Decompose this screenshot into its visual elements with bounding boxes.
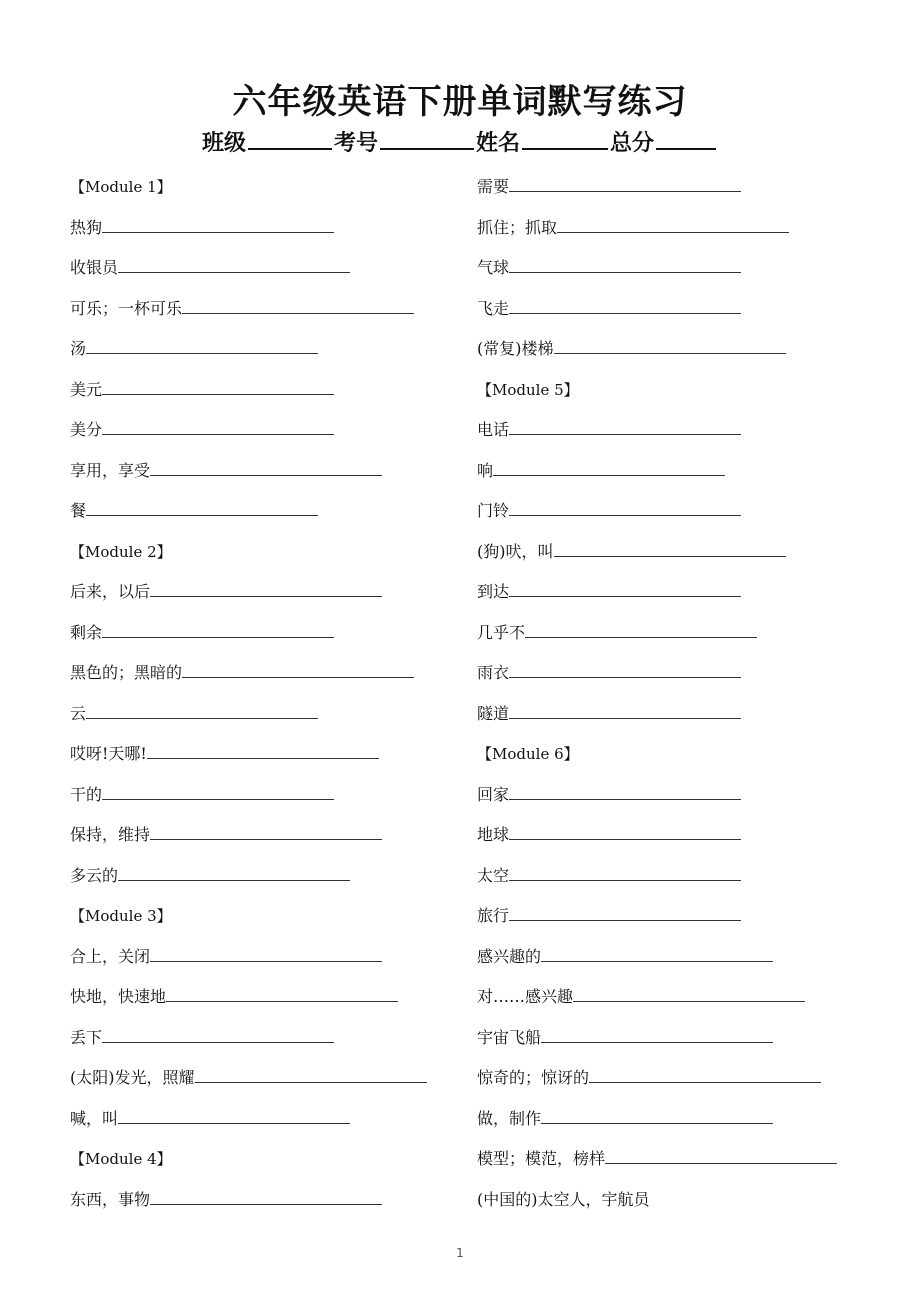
answer-blank[interactable] — [509, 416, 741, 435]
vocab-item — [477, 982, 897, 1023]
vocab-item — [70, 294, 490, 335]
answer-blank[interactable] — [509, 902, 741, 921]
vocab-prompt: 惊奇的；惊讶的 — [477, 1068, 590, 1087]
answer-blank[interactable] — [541, 1024, 773, 1043]
answer-blank[interactable] — [118, 254, 350, 273]
vocab-item — [477, 658, 897, 699]
vocab-item — [477, 1023, 897, 1064]
vocab-prompt: 可乐；一杯可乐 — [70, 298, 183, 318]
vocab-prompt: 热狗 — [70, 217, 103, 237]
score-blank[interactable] — [656, 128, 716, 150]
exam-number-blank[interactable] — [380, 128, 474, 150]
vocab-item — [70, 213, 490, 254]
answer-blank[interactable] — [554, 538, 786, 557]
answer-blank[interactable] — [509, 781, 741, 800]
module-heading-label: 【Module 6】 — [477, 745, 579, 763]
vocab-prompt: 旅行 — [477, 906, 510, 925]
vocab-item — [477, 1104, 897, 1145]
vocab-item — [477, 172, 897, 213]
score-label: 总分 — [610, 131, 655, 156]
answer-blank[interactable] — [509, 659, 741, 678]
vocab-prompt: 哎呀!天哪! — [70, 744, 147, 763]
answer-blank[interactable] — [86, 335, 318, 354]
vocab-prompt: 几乎不 — [477, 622, 526, 642]
answer-blank[interactable] — [150, 578, 382, 597]
vocab-item — [477, 253, 897, 294]
answer-blank[interactable] — [102, 214, 334, 233]
vocab-prompt: 喊，叫 — [70, 1108, 119, 1128]
answer-blank[interactable] — [525, 619, 757, 638]
vocab-prompt: 剩余 — [70, 622, 103, 642]
vocab-prompt: 保持，维持 — [70, 825, 151, 844]
module-heading — [70, 537, 490, 578]
vocab-item — [70, 658, 490, 699]
vocab-item — [477, 1185, 897, 1226]
vocab-prompt: (狗)吠，叫 — [477, 541, 554, 561]
vocab-prompt: (中国的)太空人，宇航员 — [477, 1189, 650, 1209]
vocab-prompt: 太空 — [477, 865, 510, 885]
vocab-item — [70, 780, 490, 821]
vocab-item — [70, 861, 490, 902]
vocab-item — [477, 820, 897, 861]
vocab-item — [70, 253, 490, 294]
vocab-prompt: 黑色的；黑暗的 — [70, 663, 183, 682]
answer-blank[interactable] — [509, 497, 741, 516]
vocab-item — [70, 456, 490, 497]
answer-blank[interactable] — [102, 781, 334, 800]
vocab-item — [477, 942, 897, 983]
answer-blank[interactable] — [150, 457, 382, 476]
answer-blank[interactable] — [150, 1186, 382, 1205]
name-blank[interactable] — [522, 128, 608, 150]
vocab-prompt: 回家 — [477, 784, 510, 804]
vocab-prompt: 电话 — [477, 420, 510, 439]
vocab-item — [70, 415, 490, 456]
module-heading-label: 【Module 3】 — [70, 907, 172, 925]
vocab-prompt: 抓住；抓取 — [477, 217, 558, 237]
vocab-prompt: 快地，快速地 — [70, 987, 167, 1006]
answer-blank[interactable] — [182, 659, 414, 678]
vocab-prompt: 云 — [70, 703, 87, 723]
vocab-item — [477, 294, 897, 335]
vocab-prompt: 美元 — [70, 379, 103, 399]
module-heading — [70, 1144, 490, 1185]
vocab-prompt: 做，制作 — [477, 1108, 542, 1128]
vocab-item — [70, 699, 490, 740]
page-number: 1 — [456, 1246, 464, 1260]
vocab-prompt: 干的 — [70, 784, 103, 804]
vocab-prompt: 后来，以后 — [70, 582, 151, 601]
answer-blank[interactable] — [605, 1145, 837, 1164]
student-info-line — [0, 126, 920, 157]
answer-blank[interactable] — [150, 821, 382, 840]
answer-blank[interactable] — [118, 862, 350, 881]
vocab-item — [477, 618, 897, 659]
class-label: 班级 — [201, 131, 246, 156]
vocab-prompt: 宇宙飞船 — [477, 1027, 542, 1047]
answer-blank[interactable] — [86, 497, 318, 516]
vocab-prompt: 餐 — [70, 501, 87, 520]
vocab-item — [70, 577, 490, 618]
left-word-column — [70, 172, 490, 1225]
answer-blank[interactable] — [147, 740, 379, 759]
vocab-prompt: 响 — [477, 460, 494, 480]
vocab-item — [70, 496, 490, 537]
vocab-item — [70, 739, 490, 780]
vocab-prompt: 多云的 — [70, 865, 119, 885]
vocab-item — [70, 820, 490, 861]
vocab-prompt: 到达 — [477, 582, 510, 601]
answer-blank[interactable] — [589, 1064, 821, 1083]
vocab-item — [477, 861, 897, 902]
answer-blank[interactable] — [509, 254, 741, 273]
module-heading — [70, 172, 490, 213]
answer-blank[interactable] — [102, 619, 334, 638]
vocab-prompt: 丢下 — [70, 1027, 103, 1047]
answer-blank[interactable] — [541, 943, 773, 962]
vocab-prompt: 地球 — [477, 825, 510, 844]
answer-blank[interactable] — [509, 578, 741, 597]
vocab-prompt: 汤 — [70, 339, 87, 358]
vocab-prompt: 合上，关闭 — [70, 946, 151, 966]
module-heading — [477, 375, 897, 416]
answer-blank[interactable] — [102, 1024, 334, 1043]
module-heading — [70, 901, 490, 942]
vocab-prompt: 对……感兴趣 — [477, 987, 574, 1006]
vocab-prompt: 东西，事物 — [70, 1189, 151, 1209]
vocab-item — [70, 618, 490, 659]
answer-blank[interactable] — [509, 862, 741, 881]
answer-blank[interactable] — [509, 821, 741, 840]
vocab-item — [70, 942, 490, 983]
vocab-item — [70, 1104, 490, 1145]
page-title: 六年级英语下册单词默写练习 — [232, 82, 688, 122]
answer-blank[interactable] — [493, 457, 725, 476]
vocab-prompt: 气球 — [477, 258, 510, 277]
answer-blank[interactable] — [118, 1105, 350, 1124]
answer-blank[interactable] — [102, 416, 334, 435]
answer-blank[interactable] — [509, 173, 741, 192]
vocab-item — [477, 415, 897, 456]
vocab-item — [477, 577, 897, 618]
module-heading-label: 【Module 5】 — [477, 380, 579, 399]
vocab-item — [70, 375, 490, 416]
module-heading-label: 【Module 1】 — [70, 178, 172, 196]
vocab-item — [70, 982, 490, 1023]
vocab-prompt: 美分 — [70, 420, 103, 439]
answer-blank[interactable] — [541, 1105, 773, 1124]
vocab-prompt: 门铃 — [477, 501, 510, 520]
vocab-item — [477, 213, 897, 254]
answer-blank[interactable] — [166, 983, 398, 1002]
answer-blank[interactable] — [509, 295, 741, 314]
module-heading — [477, 739, 897, 780]
answer-blank[interactable] — [554, 335, 786, 354]
vocab-prompt: 感兴趣的 — [477, 946, 542, 966]
vocab-item — [477, 1063, 897, 1104]
vocab-prompt: 隧道 — [477, 703, 510, 723]
answer-blank[interactable] — [195, 1064, 427, 1083]
vocab-item — [477, 780, 897, 821]
answer-blank[interactable] — [573, 983, 805, 1002]
vocab-item — [70, 1185, 490, 1226]
vocab-prompt: 收银员 — [70, 258, 119, 277]
answer-blank[interactable] — [102, 376, 334, 395]
vocab-item — [477, 537, 897, 578]
vocab-prompt: (常复)楼梯 — [477, 339, 554, 358]
exam-number-label: 考号 — [333, 131, 378, 156]
vocab-item — [477, 496, 897, 537]
module-heading-label: 【Module 4】 — [70, 1150, 172, 1168]
vocab-item — [477, 456, 897, 497]
vocab-item — [477, 901, 897, 942]
answer-blank[interactable] — [557, 214, 789, 233]
vocab-prompt: 雨衣 — [477, 663, 510, 682]
answer-blank[interactable] — [86, 700, 318, 719]
answer-blank[interactable] — [509, 700, 741, 719]
answer-blank[interactable] — [150, 943, 382, 962]
vocab-item — [477, 699, 897, 740]
vocab-prompt: 需要 — [477, 177, 510, 196]
vocab-item — [70, 334, 490, 375]
vocab-prompt: 飞走 — [477, 298, 510, 318]
vocab-item — [477, 334, 897, 375]
name-label: 姓名 — [476, 131, 521, 156]
class-blank[interactable] — [248, 128, 332, 150]
vocab-prompt: (太阳)发光，照耀 — [70, 1068, 195, 1087]
vocab-prompt: 享用，享受 — [70, 460, 151, 480]
vocab-item — [477, 1144, 897, 1185]
answer-blank[interactable] — [182, 295, 414, 314]
vocab-item — [70, 1023, 490, 1064]
module-heading-label: 【Module 2】 — [70, 542, 172, 561]
right-word-column — [477, 172, 897, 1225]
vocab-prompt: 模型；模范，榜样 — [477, 1149, 606, 1168]
vocab-item — [70, 1063, 490, 1104]
